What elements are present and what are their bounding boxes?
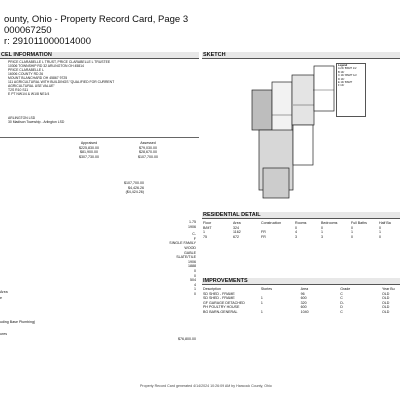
grade-cell: D- [340, 300, 345, 305]
half-baths-cell: 0 [379, 225, 381, 230]
half-baths-cell: 0 [379, 234, 381, 239]
floor-cell: 1 [203, 230, 205, 235]
sketch-header: SKETCH [202, 52, 400, 59]
res-value: 0 [194, 273, 196, 278]
area-cell: 600 [300, 305, 307, 310]
full-baths-cell: 0 [351, 234, 353, 239]
assessed-header: Assessed [140, 141, 156, 145]
area-cell: 672 [233, 234, 239, 239]
bedrooms-cell: 1 [321, 230, 323, 235]
school-district-line: ARLINGTON LSD [8, 116, 36, 120]
year-built-cell: OLD [382, 309, 390, 314]
rooms-cell: 4 [295, 230, 297, 235]
residential-detail-table [203, 221, 399, 239]
appraised-header: Appraised [80, 141, 98, 145]
area-cell: 1040 [300, 309, 309, 314]
col-full-baths: Full Baths [351, 221, 367, 225]
title-line-1: ounty, Ohio - Property Record Card, Page 3 [4, 14, 189, 25]
sketch-area-shaded [252, 90, 272, 130]
year-built-cell: OLD [382, 291, 390, 296]
description-cell: SD SHED - FRAME [203, 291, 235, 296]
appraised-value: $81,900.00 [80, 150, 98, 155]
year-built-cell: OLD [382, 296, 390, 301]
school-district-block [8, 116, 64, 124]
sketch-area-main [292, 75, 314, 125]
res-value: GABLE [184, 250, 196, 255]
construction-cell: FR [261, 234, 266, 239]
owner-line: PRICE CLARABELLE L TRUST, PRICE CLARABELLE L TRUSTEE [8, 60, 111, 64]
col-area: Area [233, 221, 241, 225]
mail-city-line: MOUNT BLANCHARD OH 45867 9725 [8, 76, 68, 80]
stories-cell: 1 [260, 296, 263, 301]
res-value: 1.75 [189, 220, 196, 224]
col-grade: Grade [340, 287, 351, 291]
res-value: 1906 [188, 224, 196, 229]
assessed-value: $79,030.00 [139, 145, 157, 150]
table-row [203, 310, 400, 315]
res-value: 504 [190, 278, 196, 283]
area-cell: 600 [300, 296, 307, 301]
full-baths-cell: 0 [351, 225, 353, 230]
col-construction: Construction [261, 221, 282, 225]
full-baths-cell: 1 [351, 230, 353, 235]
grade-cell: C [340, 296, 343, 301]
col-year-built: Year Bu [382, 287, 395, 291]
res-value: F [193, 236, 196, 241]
floor-cell: B/MT [203, 225, 212, 230]
tax-reduction: ($4,424.26) [125, 190, 144, 195]
col-bedrooms: Bedrooms [321, 221, 338, 225]
legend-item: A 2Fr BSMT 1/2 [338, 67, 357, 71]
area-cell: 96 [300, 291, 305, 296]
improvements-header: IMPROVEMENTS [202, 278, 400, 285]
res-value: 1 [194, 287, 196, 292]
half-baths-cell: 1 [379, 230, 381, 235]
stories-cell: 1 [260, 309, 263, 314]
assessed-value: $28,670.00 [139, 150, 157, 155]
residential-total-value: $76,800.00 [178, 337, 196, 341]
res-label-ures: ures [0, 332, 7, 336]
legend-item: F 1Fr [338, 84, 345, 88]
parcel-info-block [8, 60, 114, 96]
residential-values-column [140, 220, 196, 297]
res-label-area: Area [0, 290, 8, 294]
values-divider-top [0, 137, 199, 138]
taxable-value: $107,700.00 [124, 181, 144, 185]
bedrooms-cell: 3 [321, 234, 323, 239]
col-half-baths: Half Ba [379, 221, 391, 225]
values-row [60, 155, 178, 160]
col-rooms: Rooms [295, 221, 307, 225]
res-label-e: e [0, 296, 2, 300]
table-row [203, 235, 399, 240]
description-cell: PH POULTRY HOUSE [203, 305, 240, 310]
col-stories: Stories [260, 287, 273, 291]
grade-cell: C [340, 291, 343, 296]
res-value: SINGLE FAMILY [169, 241, 196, 246]
mail-street-line: 16006 COUNTY RD 26 [8, 72, 44, 76]
legend-item: B 1Fr [338, 70, 345, 74]
sketch-legend [336, 63, 366, 117]
assessed-value: $107,700.00 [138, 154, 158, 159]
area-cell: 1162 [233, 230, 241, 235]
rooms-cell: 0 [295, 225, 297, 230]
sketch-area-east [314, 66, 334, 111]
legend-item: D 1Fr [338, 77, 345, 81]
rooms-cell: 3 [295, 234, 297, 239]
res-value: WOOD [184, 245, 196, 250]
description-cell: GF GARAGE DETACHED [203, 300, 245, 305]
tax-district-line: 30 Madison Township - Arlington LSD [8, 120, 65, 124]
res-value: C- [192, 232, 196, 237]
legend-title: Legend [338, 64, 348, 67]
res-value: 1888 [188, 264, 196, 269]
area-cell: 320 [300, 300, 307, 305]
description-cell: SD SHED - FRAME [203, 296, 235, 301]
page-title [4, 14, 188, 47]
bedrooms-cell: 0 [321, 225, 323, 230]
title-line-3: r: 291011000014000 [4, 36, 91, 47]
mail-name-line: PRICE CLARABELLE L [8, 68, 44, 72]
grade-cell: C [340, 309, 343, 314]
improvements-table [203, 287, 400, 315]
land-use-line: 111 AGRICULTURAL WITH BUILDINGS "QUALIFIED FOR CURRENT [8, 80, 115, 84]
legend-item: C 1Fr BSMT 1/2 [338, 74, 357, 78]
col-description: Description [203, 287, 221, 291]
page-footer: Property Record Card generated 4/14/2024 10:26:09 AM by Hancock County, Ohio [140, 384, 272, 388]
area-cell: 324 [233, 225, 239, 230]
year-built-cell: OLD [382, 305, 390, 310]
sketch-area-bottom [263, 168, 289, 198]
description-cell: BG BARN-GENERAL [203, 309, 238, 314]
sketch-area-lower-mid [293, 125, 313, 165]
owner-address-line: 10306 TOWNSHIP RD 32 ARLINGTON OH 45814 [8, 64, 84, 68]
legend-item: E 1Fr BSMT [338, 81, 353, 85]
title-line-2: 000067250 [4, 25, 52, 36]
res-value: 0 [194, 268, 196, 273]
tax-values-block [104, 181, 144, 195]
legal-line-1: T2S R10 S11 [8, 88, 29, 92]
appraised-value: $307,730.00 [79, 154, 99, 159]
col-area: Area [300, 287, 309, 291]
res-value: 1906 [188, 259, 196, 264]
col-floor: Floor [203, 221, 212, 225]
legal-line-2: E PT NW1/4 & W1/8 NE1/4 [8, 92, 50, 96]
grade-cell: D [340, 305, 343, 310]
residential-detail-header: RESIDENTIAL DETAIL [202, 212, 400, 219]
parcel-info-header: CEL INFORMATION [0, 52, 199, 59]
res-value: 4 [194, 282, 196, 287]
res-label-base-plumbing: uding Base Plumbing) [0, 320, 36, 324]
res-value: 0 [194, 291, 196, 296]
values-table [60, 141, 178, 159]
res-value: SLATE/TILE [176, 255, 196, 260]
stories-cell: 1 [260, 300, 263, 305]
gross-tax: $4,426.26 [128, 185, 144, 190]
land-use-line-2: AGRICULTURAL USE VALUE" [8, 84, 55, 88]
year-built-cell: OLD [382, 300, 390, 305]
floor-cell: 75 [203, 234, 207, 239]
construction-cell: FR [261, 230, 266, 235]
appraised-value: $225,830.00 [79, 145, 99, 150]
